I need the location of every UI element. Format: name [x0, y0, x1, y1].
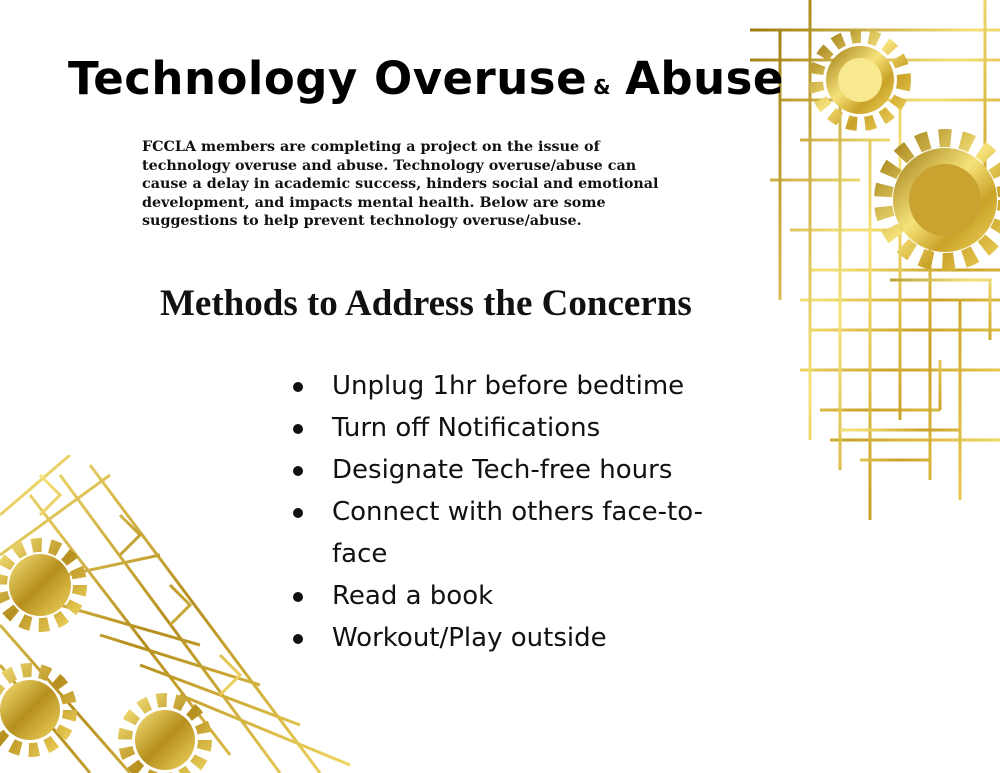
list-item-text: Unplug 1hr before bedtime [332, 371, 685, 401]
list-item [290, 365, 760, 407]
section-heading: Methods to Address the Concerns [160, 283, 692, 324]
list-item [290, 449, 760, 491]
bullet-icon [293, 466, 303, 476]
bullet-icon [293, 634, 303, 644]
bullet-icon [293, 508, 303, 518]
bullet-icon [293, 592, 303, 602]
list-item [290, 491, 712, 575]
list-item-text: Workout/Play outside [332, 623, 607, 653]
methods-list [290, 365, 760, 659]
gear-icon [125, 700, 205, 773]
page-title [68, 52, 784, 105]
list-item-text: Turn off Notifications [332, 413, 601, 443]
bullet-icon [293, 424, 303, 434]
list-item [290, 617, 760, 659]
list-item [290, 575, 760, 617]
list-item-text: Designate Tech-free hours [332, 455, 673, 485]
bullet-icon [293, 382, 303, 392]
title-end: Abuse [625, 52, 784, 105]
list-item [290, 407, 760, 449]
intro-paragraph: FCCLA members are completing a project on the issue of technology overuse and abuse. Technology overuse/abuse can cause a delay in academic success, hinders social and emotional development, and impacts mental health. Below are some suggestions to help prevent technology overuse/abuse. [142, 139, 659, 229]
gear-icon [0, 545, 80, 625]
list-item-text: Read a book [332, 581, 494, 611]
title-main: Technology Overuse [68, 52, 588, 105]
gear-icon [816, 36, 904, 124]
list-item-text: Connect with others face-to-face [332, 497, 703, 569]
title-ampersand: & [593, 75, 612, 99]
